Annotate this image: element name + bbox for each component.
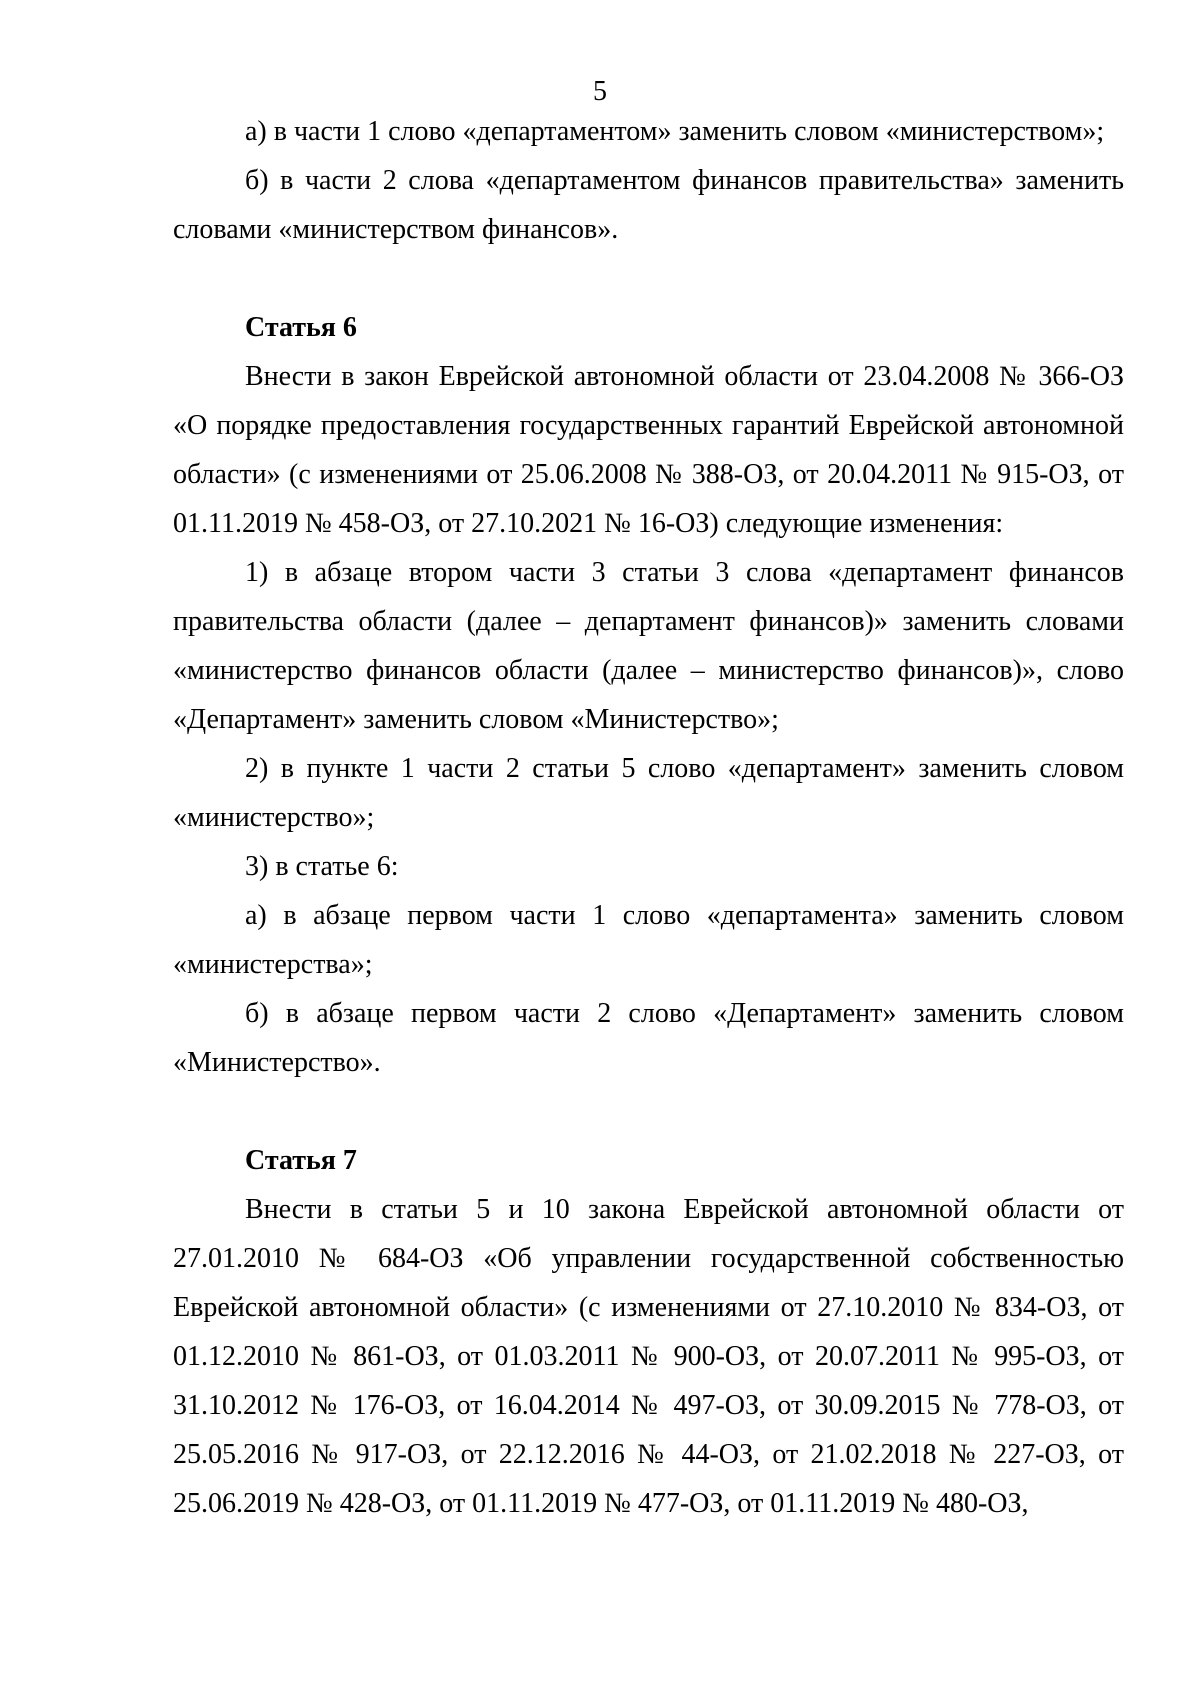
paragraph-amendment-b: б) в части 2 слова «департаментом финансов правительства» заменить словами «министерством финансов».	[173, 165, 1124, 245]
article-6-item-3a: а) в абзаце первом части 1 слово «департамента» заменить словом «министерства»;	[173, 900, 1124, 980]
paragraph-amendment-a: а) в части 1 слово «департаментом» заменить словом «министерством»;	[245, 116, 1105, 147]
article-6-intro: Внести в закон Еврейской автономной области от 23.04.2008 № 366-ОЗ «О порядке предоставления государственных гарантий Еврейской автономной области» (с изменениями от 25.06.2008 № 388-ОЗ, от 20.04.2011 № 915-ОЗ, от 01.11.2019 № 458-ОЗ, от 27.10.2021 № 16-ОЗ) следующие изменения:	[173, 361, 1124, 539]
article-6-item-3b: б) в абзаце первом части 2 слово «Департамент» заменить словом «Министерство».	[173, 998, 1124, 1078]
article-6-heading: Статья 6	[245, 312, 357, 343]
article-7-heading: Статья 7	[245, 1145, 357, 1176]
article-6-item-1: 1) в абзаце втором части 3 статьи 3 слова «департамент финансов правительства области (далее – департамент финансов)» заменить словами «министерство финансов области (далее – министерство финансов)», слово «Департамент» заменить словом «Министерство»;	[173, 557, 1124, 735]
article-7-intro: Внести в статьи 5 и 10 закона Еврейской автономной области от 27.01.2010 № 684-ОЗ «Об управлении государственной собственностью Еврейской автономной области» (с изменениями от 27.10.2010 № 834-ОЗ, от 01.12.2010 № 861-ОЗ, от 01.03.2011 № 900-ОЗ, от 20.07.2011 № 995-ОЗ, от 31.10.2012 № 176-ОЗ, от 16.04.2014 № 497-ОЗ, от 30.09.2015 № 778-ОЗ, от 25.05.2016 № 917-ОЗ, от 22.12.2016 № 44-ОЗ, от 21.02.2018 № 227-ОЗ, от 25.06.2019 № 428-ОЗ, от 01.11.2019 № 477-ОЗ, от 01.11.2019 № 480-ОЗ,	[173, 1194, 1124, 1519]
document-body	[173, 107, 1124, 1528]
article-6-item-3: 3) в статье 6:	[245, 851, 399, 882]
article-6-item-2: 2) в пункте 1 части 2 статьи 5 слово «департамент» заменить словом «министерство»;	[173, 753, 1124, 833]
page-number: 5	[593, 76, 607, 107]
